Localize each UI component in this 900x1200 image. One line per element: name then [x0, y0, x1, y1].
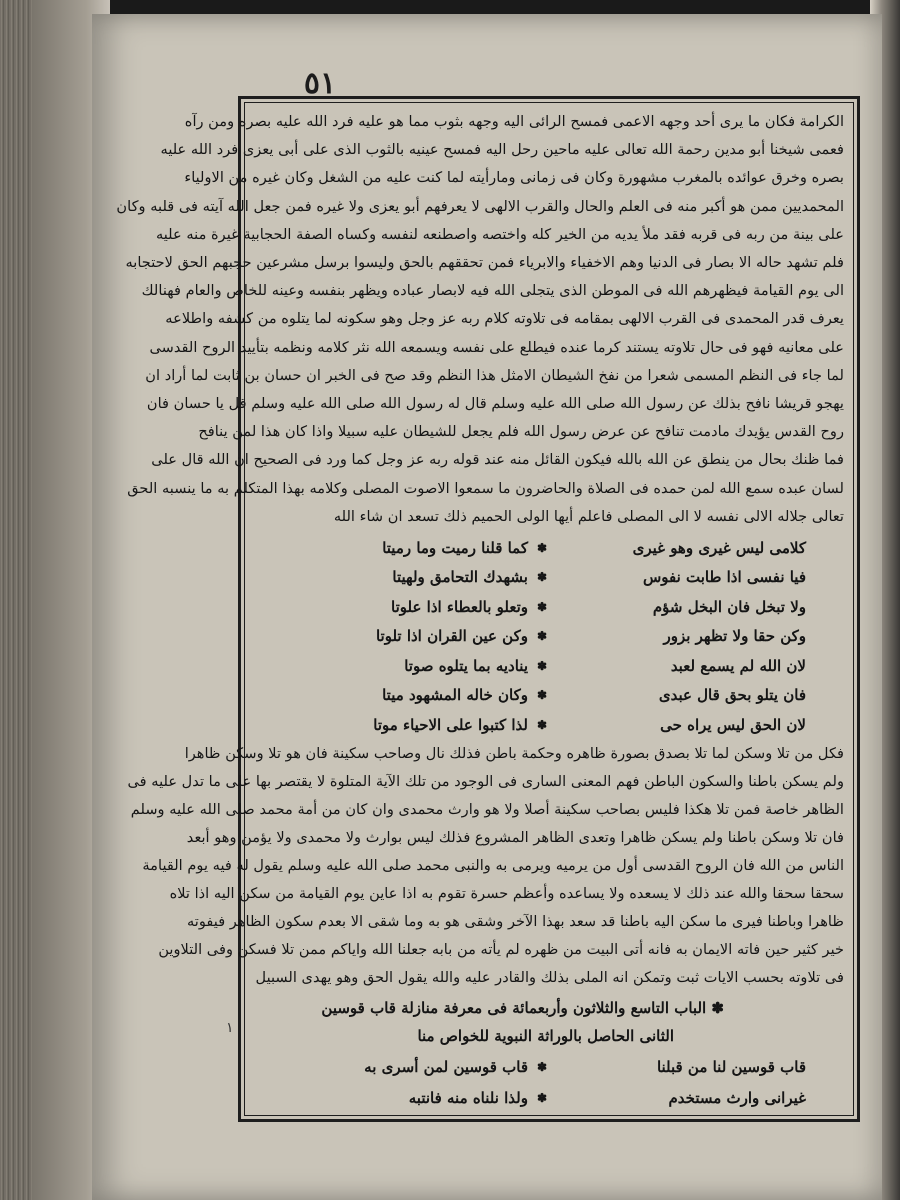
verse-separator-star: ✽ [536, 599, 548, 614]
prose-line: فلم تشهد حاله الا بصار فى الدنيا وهم الاخفياء والابرياء فمن تحققهم بالحق وليسوا برسل مشرعين حجبهم الحق لاحتجابه [125, 254, 844, 272]
prose-line: الى يوم القيامة فيظهرهم الله فى الموطن الذى يتجلى الله فيه لابصار عباده ويظهر بنفسه وعينه للخاص والعام فهنالك [141, 282, 844, 300]
verse-second-hemistich: وتعلو بالعطاء اذا علوتا [391, 597, 528, 616]
poem-verse [250, 563, 844, 593]
prose-block-1 [116, 108, 844, 531]
prose-line: تعالى جلاله الالى نفسه لا الى المصلى فاعلم أيها الولى الحميم ذلك تسعد ان شاء الله [333, 507, 844, 525]
verse-first-hemistich: لان الله لم يسمع لعبد [670, 656, 806, 675]
verse-separator-star: ✽ [536, 717, 548, 732]
poem-block [250, 533, 844, 740]
prose-line: روح القدس يؤيدك مادمت تنافح عن عرض رسول الله فلم يجعل للشيطان عليه سبيلا واذا كان هذا لمن ينافح [198, 423, 844, 441]
verse-second-hemistich: وكان خاله المشهود ميتا [382, 686, 528, 705]
chapter-heading [250, 994, 844, 1050]
verse-first-hemistich: لان الحق ليس يراه حى [660, 715, 806, 734]
prose-line: الكرامة فكان ما يرى أحد وجهه الاعمى فمسح الرائى اليه وجهه بثوب مما هو عليه فرد الله عليه بصره ومن رآه [184, 113, 844, 130]
poem-verse [250, 1052, 844, 1083]
chapter-title-line-2: الثانى الحاصل بالوراثة النبوية للخواص منا [417, 1026, 674, 1045]
verse-second-hemistich: وكن عين القران اذا تلوتا [375, 627, 528, 646]
verse-second-hemistich: لذا كتبوا على الاحياء موتا [373, 715, 528, 734]
poem-verse [250, 1083, 844, 1114]
verse-separator-star: ✽ [536, 688, 548, 703]
prose-line: فى تلاوته بحسب الايات ثبت وتمكن انه الملى بذلك والقادر عليه والله يقول الحق وهو يهدى السبيل [255, 968, 844, 986]
poem-verse [250, 651, 844, 681]
prose-block-2 [127, 740, 844, 992]
prose-line: الظاهر خاصة فمن تلا هكذا فليس بصاحب سكينة أصلا ولا هو وارث محمدى وان كان من أمة محمد صلى الله عليه وسلم [130, 800, 844, 818]
verse-second-hemistich: قاب قوسين لمن أسرى به [364, 1058, 528, 1077]
verse-first-hemistich: فان يتلو بحق قال عبدى [658, 686, 806, 705]
prose-line: يهجو قريشا نافح بذلك عن رسول الله صلى الله عليه وسلم قال له رسول الله صلى الله عليه وسلم قل يا حسان فان [146, 395, 844, 413]
prose-line: فعمى شيخنا أبو مدين رحمة الله تعالى عليه ماحين رحل اليه فمسح عينيه بالثوب الذى على أبى يعزى فرد الله عليه [160, 141, 844, 159]
chapter-title-line-1 [250, 994, 844, 1022]
verse-first-hemistich: فيا نفسى اذا طابت نفوس [642, 568, 806, 587]
chapter-poem-block [250, 1052, 844, 1114]
poem-verse [250, 592, 844, 622]
prose-line: فما ظنك بحال من ينطق عن الله بالله فيكون القائل منه عند قوله ربه عز وجل كما ورد فى الصحيح ان الله قال على [151, 451, 844, 469]
margin-mark: ١ [226, 1020, 234, 1036]
prose-line: لسان عبده سمع الله لمن حمده فى الصلاة والحاضرون ما سمعوا الاصوت المصلى وكلامه بهذا المتكلم به ما ينسبه الحق [127, 479, 844, 497]
verse-second-hemistich: بشهدك التحامق ولهيتا [392, 568, 528, 587]
prose-line: الناس من الله فان الروح القدسى أول من يرميه ويرمى به والنبى محمد صلى الله عليه وسلم يقول له فيه يوم القيامة [142, 856, 844, 874]
verse-separator-star: ✽ [536, 1091, 548, 1106]
prose-line: فان تلا وسكن باطنا ولم يسكن ظاهرا وتعدى الظاهر المشروع فذلك ليس بوارث ولا محمدى ولا يؤمن وهو أبعد [186, 828, 844, 846]
prose-line: لما جاء فى النظم المسمى شعرا من نفخ الشيطان الامثل هذا النظم وقد صح فى الخبر ان حسان بن ثابت لما أراد ان [145, 366, 844, 384]
verse-separator-star: ✽ [536, 1060, 548, 1075]
prose-line: ظاهرا وباطنا فيرى ما سكن اليه باطنا قد سعد بهذا الآخر وشقى هو به وما شقى الا بعدم سكون الظاهر فيفوته [186, 912, 844, 930]
poem-verse [250, 533, 844, 563]
verse-second-hemistich: يناديه بما يتلوه صوتا [404, 656, 528, 675]
verse-first-hemistich: كلامى ليس غيرى وهو غيرى [632, 538, 806, 557]
poem-verse [250, 681, 844, 711]
poem-verse [250, 710, 844, 740]
prose-line: خير كثير حين فاته الايمان به فانه أتى البيت من ظهره لم يأته من بابه جعلنا الله واياكم ممن تلا فسكن وفى التلاوين [158, 940, 844, 958]
verse-first-hemistich: وكن حقا ولا تظهر بزور [663, 627, 806, 646]
page-number: ٥١ [303, 66, 337, 101]
prose-line: فكل من تلا وسكن لما تلا بصدق بصورة ظاهره وحكمة باطن فذلك نال وصاحب سكينة فان هو تلا وسكن ظاهرا [184, 744, 844, 762]
verse-first-hemistich: قاب قوسين لنا من قبلنا [656, 1058, 806, 1077]
prose-line: ولم يسكن باطنا والسكون الباطن فهم المعنى السارى فى الوجود من تلك الآية المتلوة لا يقتصر بها على ما تدل عليه فى [127, 772, 844, 790]
chapter-title: الباب التاسع والثلاثون وأربعمائة فى معرفة منازلة قاب قوسين [321, 998, 707, 1017]
chapter-marker-star: ✽ [711, 998, 724, 1017]
prose-line: المحمديين ممن هو أكبر منه فى العلم والحال والقرب الالهى لا يعرفهم أبو يعزى ولا غيره فمن جعل الله آيته فى قلبه وكان [116, 197, 844, 215]
verse-separator-star: ✽ [536, 658, 548, 673]
verse-separator-star: ✽ [536, 570, 548, 585]
verse-separator-star: ✽ [536, 629, 548, 644]
prose-line: على معانيه فهو فى حال تلاوته يستند كرما عنده فيطلع على نفسه ويسمعه الله نثر كلامه ونظمه بتأييد الروح القدسى [149, 338, 844, 356]
verse-first-hemistich: غيرانى وارث مستخدم [668, 1089, 806, 1108]
poem-verse [250, 622, 844, 652]
prose-line: سحقا سحقا والله عند ذلك لا يسعده ولا يساعده وأعظم حسرة تقوم به اذا عاين يوم القيامة من سكن اليه اذا تلاه [169, 884, 844, 902]
prose-line: بصره وخرق عوائده بالمغرب مشهورة وكان فى زمانى ومارأيته لما كنت عليه من الشغل وكان غيره من الاولياء [184, 169, 844, 187]
prose-line: يعرف قدر المحمدى فى القرب الالهى بمقامه فى تلاوته كلام ربه عز وجل وهو سكونه لما يتلوه من كشفه واطلاعه [165, 310, 844, 328]
prose-line: على بينة من ربه فى قربه فقد ملأ يديه من الخير كله واختصه واصطنعه لنفسه وكساه الصفة الحجابية غيرة منه عليه [155, 225, 844, 243]
verse-second-hemistich: كما قلنا رميت وما رميتا [382, 538, 528, 557]
verse-separator-star: ✽ [536, 540, 548, 555]
page-text [116, 108, 844, 1114]
verse-second-hemistich: ولذا نلناه منه فانتبه [408, 1089, 528, 1108]
verse-first-hemistich: ولا تبخل فان البخل شؤم [652, 597, 806, 616]
